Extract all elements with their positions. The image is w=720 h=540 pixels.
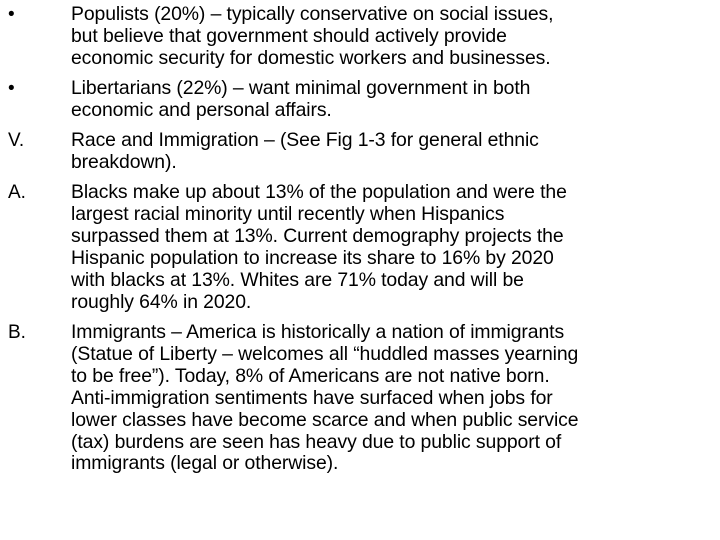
outline-text-immigrants: Immigrants – America is historically a nation of immigrants (Statue of Liberty – welcomes all “huddled masses yearning to be free”). Today, 8% of Americans are not native born. Anti-immigration sentiments have surfaced when jobs for lower classes have become scarce and when public service (tax) burdens are seen has heavy due to public support of immigrants (legal or otherwise). [71, 321, 579, 475]
outline-letter: B. [8, 322, 26, 343]
bullet-marker: • [8, 4, 15, 25]
outline-text-populists: Populists (20%) – typically conservative on social issues, but believe that government should actively provide economic security for domestic workers and businesses. [71, 3, 554, 69]
outline-letter: A. [8, 182, 26, 203]
outline-text-blacks: Blacks make up about 13% of the population and were the largest racial minority until recently when Hispanics surpassed them at 13%. Current demography projects the Hispanic population to increase its share to 16% by 2020 with blacks at 13%. Whites are 71% today and will be roughly 64% in 2020. [71, 181, 567, 313]
outline-text-libertarians: Libertarians (22%) – want minimal government in both economic and personal affairs. [71, 77, 531, 121]
outline-numeral: V. [8, 130, 25, 151]
outline-text-race-immigration: Race and Immigration – (See Fig 1-3 for general ethnic breakdown). [71, 129, 539, 173]
bullet-marker: • [8, 78, 15, 99]
